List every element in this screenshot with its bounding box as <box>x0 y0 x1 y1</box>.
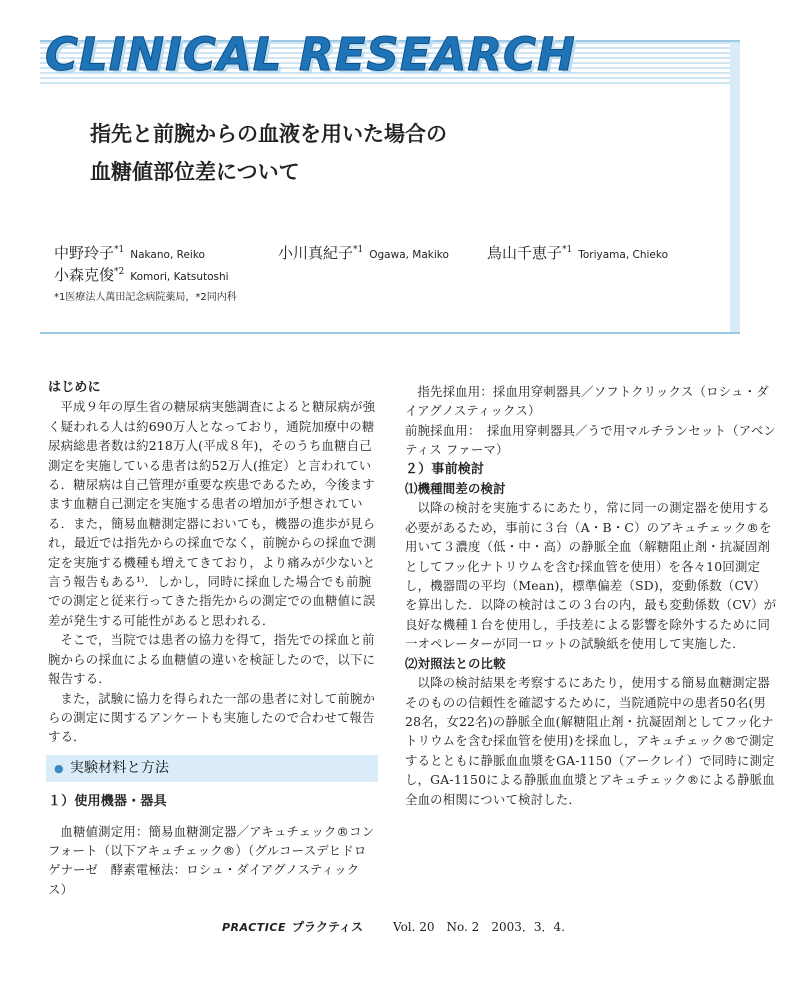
author-name-jp: 鳥山千恵子 <box>487 244 563 262</box>
article-title-line-2: 血糖値部位差について <box>90 159 300 184</box>
preliminary-heading: ２）事前検討 <box>405 461 485 477</box>
author-name-jp: 小川真紀子 <box>278 244 354 262</box>
author-1 <box>54 242 205 263</box>
page-footer <box>222 918 565 935</box>
author-name-en: Komori, Katsutoshi <box>130 271 229 283</box>
intro-paragraph-3: また，試験に協力を得られた一部の患者に対して前腕からの測定に関するアンケートも実施したので合わせて報告する． <box>48 690 376 745</box>
author-name-jp: 中野玲子 <box>54 244 115 262</box>
device-variation-text: 以降の検討を実施するにあたり，常に同一の測定器を使用する必要があるため，事前に３台（A・B・C）のアキュチェック®を用いて３濃度（低・中・高）の静脈全血（解糖阻止剤・抗凝固剤としてフッ化ナトリウムを含む採血管を使用）を各々10回測定し，機器間の平均（Mean)，標準偏差（SD)，変動係数（CV）を算出した．以降の検討はこの３台の内，最も変動係数（CV）が良好な機種１台を使用し，手技差による影響を除外するために同一オペレーターが同一ロットの試験紙を使用して実施した． <box>405 500 777 652</box>
author-mark: *1 <box>114 245 125 255</box>
author-name-en: Toriyama, Chieko <box>578 249 669 261</box>
author-mark: *1 <box>353 245 364 255</box>
author-name-en: Nakano, Reiko <box>130 249 205 261</box>
header-side-band <box>730 42 740 332</box>
device-variation-heading: ⑴機種間差の検討 <box>405 481 506 497</box>
intro-heading: はじめに <box>48 380 101 395</box>
affiliation: *1医療法人萬田記念病院薬局，*2同内科 <box>54 292 237 303</box>
device-text: 血糖値測定用：簡易血糖測定器／アキュチェック®コンフォート（以下アキュチェック®）（グルコースデヒドロゲナーゼ 酵素電極法：ロシュ・ダイアグノスティックス） <box>48 823 375 897</box>
control-comparison-heading: ⑵対照法との比較 <box>405 655 506 671</box>
section-label: CLINICAL RESEARCH <box>45 28 576 81</box>
methods-heading <box>46 755 378 782</box>
author-name-jp: 小森克俊 <box>54 266 115 284</box>
left-column <box>48 378 378 899</box>
equipment-heading: １）使用機器・器具 <box>48 794 167 810</box>
author-mark: *2 <box>114 267 125 277</box>
heading-bullet-icon: ● <box>54 761 64 775</box>
author-mark: *1 <box>562 245 573 255</box>
author-name-en: Ogawa, Makiko <box>369 249 449 261</box>
right-column <box>405 382 778 809</box>
author-2 <box>278 242 449 263</box>
author-3 <box>487 242 668 263</box>
article-title-line-1: 指先と前腕からの血液を用いた場合の <box>90 121 447 146</box>
journal-name-jp: プラクティス <box>291 920 364 934</box>
intro-paragraph-2: そこで，当院では患者の協力を得て，指先での採血と前腕からの採血による血糖値の違いを検証したので，以下に報告する． <box>48 632 376 687</box>
forearm-sampling-text: 前腕採血用： 採血用穿刺器具／うで用マルチランセット（アベンティス ファーマ） <box>405 422 777 458</box>
finger-sampling-text: 指先採血用：採血用穿刺器具／ソフトクリックス（ロシュ・ダイアグノスティックス） <box>405 384 769 419</box>
methods-heading-text: 実験材料と方法 <box>69 759 170 776</box>
volume-info: Vol. 20 No. 2 2003．3．4. <box>393 920 565 934</box>
intro-paragraph-1: 平成９年の厚生省の糖尿病実態調査によると糖尿病が強く疑われる人は約690万人となっており，通院加療中の糖尿病総患者数は約218万人(平成８年)，そのうち血糖自己測定を実施している患者は約52万人(推定）と言われている．糖尿病は自己管理が重要な疾患であるため，今後ますます血糖自己測定を実施する患者の増加が予想されている．また，簡易血糖測定器においても，機器の進歩が見られ，最近では指先からの採血でなく，前腕からの採血で測定を実施する機種も増えてきており，より痛みが少ないと言う報告もある¹⁾．しかし，同時に採血した場合でも前腕での測定と従来行ってきた指先からの測定での血糖値に誤差が発生する可能性があると思われる． <box>48 399 376 628</box>
control-comparison-text: 以降の検討結果を考察するにあたり，使用する簡易血糖測定器そのものの信頼性を確認するために，当院通院中の患者50名(男28名，女22名)の静脈全血(解糖阻止剤・抗凝固剤としてフッ化ナトリウムを含む採血管を使用)を採血し，アキュチェック®で測定するとともに静脈血血漿をGA-1150（アークレイ）で同時に測定し，GA-1150による静脈血血漿とアキュチェック®による静脈血全血の相関について検討した． <box>405 675 775 807</box>
author-4 <box>54 264 229 285</box>
journal-logo: PRACTICE <box>222 921 286 934</box>
